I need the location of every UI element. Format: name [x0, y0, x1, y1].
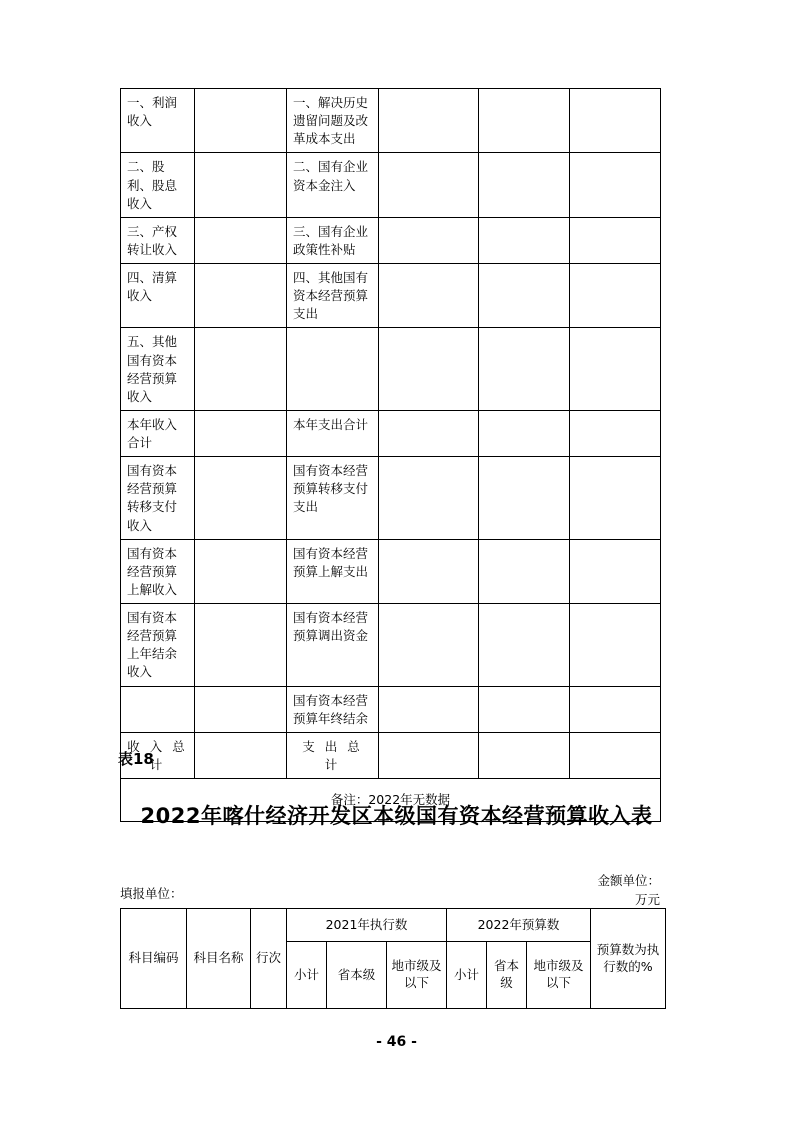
extra-cell-1: [479, 457, 570, 540]
extra-cell-1: [479, 264, 570, 328]
income-item-value: [195, 264, 287, 328]
extra-cell-2: [570, 153, 661, 217]
table-body: [121, 89, 661, 822]
income-item-value: [195, 89, 287, 153]
income-item-label: 国有资本经营预算上解收入: [121, 539, 195, 603]
income-item-label: 一、利润收入: [121, 89, 195, 153]
column-group-header-2022: 2022年预算数: [447, 909, 591, 942]
extra-cell-1: [479, 604, 570, 687]
extra-cell-2: [570, 264, 661, 328]
expense-item-label: [287, 328, 379, 411]
income-item-value: [195, 686, 287, 732]
extra-cell-1: [479, 217, 570, 263]
column-header-city-2022: 地市级及以下: [527, 942, 591, 1009]
table-row: [121, 604, 661, 687]
table-row: [121, 457, 661, 540]
extra-cell-1: [479, 89, 570, 153]
income-item-label: 四、清算收入: [121, 264, 195, 328]
income-item-label: 二、股利、股息收入: [121, 153, 195, 217]
income-total-label: 收 入 总 计: [121, 732, 195, 778]
table-head-body: [121, 909, 666, 1009]
extra-cell-2: [570, 328, 661, 411]
expense-total-value: [379, 732, 479, 778]
extra-cell-2: [570, 732, 661, 778]
expense-item-label: 三、国有企业政策性补贴: [287, 217, 379, 263]
amount-unit-block: [597, 872, 660, 910]
table-row: [121, 686, 661, 732]
expense-item-label: 国有资本经营预算转移支付支出: [287, 457, 379, 540]
income-item-value: [195, 153, 287, 217]
extra-cell-1: [479, 539, 570, 603]
table-row: [121, 410, 661, 456]
expense-item-label: 二、国有企业资本金注入: [287, 153, 379, 217]
extra-cell-2: [570, 410, 661, 456]
table-row: [121, 328, 661, 411]
amount-unit-line-2: 万元: [634, 891, 660, 907]
expense-item-label: 国有资本经营预算年终结余: [287, 686, 379, 732]
expense-item-value: [379, 686, 479, 732]
table-total-row: [121, 732, 661, 778]
table-note: 备注：2022年无数据: [121, 779, 661, 822]
expense-item-value: [379, 457, 479, 540]
page-title: 2022年喀什经济开发区本级国有资本经营预算收入表: [140, 804, 653, 828]
income-item-label: 国有资本经营预算转移支付收入: [121, 457, 195, 540]
column-header-percent: 预算数为执行数的%: [591, 909, 666, 1009]
income-item-label: 五、其他国有资本经营预算收入: [121, 328, 195, 411]
extra-cell-1: [479, 410, 570, 456]
expense-item-label: 国有资本经营预算上解支出: [287, 539, 379, 603]
expense-total-label: 支 出 总 计: [287, 732, 379, 778]
column-header-subtotal-2022: 小计: [447, 942, 487, 1009]
table-row: [121, 89, 661, 153]
expense-item-label: 一、解决历史遗留问题及改革成本支出: [287, 89, 379, 153]
column-header-province-2022: 省本级: [487, 942, 527, 1009]
expense-item-value: [379, 217, 479, 263]
extra-cell-1: [479, 153, 570, 217]
income-item-value: [195, 217, 287, 263]
expense-item-label: 本年支出合计: [287, 410, 379, 456]
filler-unit-label: 填报单位：: [120, 886, 183, 901]
expense-item-value: [379, 153, 479, 217]
extra-cell-1: [479, 686, 570, 732]
extra-cell-2: [570, 89, 661, 153]
expense-item-label: 四、其他国有资本经营预算支出: [287, 264, 379, 328]
income-item-value: [195, 604, 287, 687]
table-row: [121, 217, 661, 263]
budget-income-table: [120, 908, 666, 1009]
amount-unit-line-1: 金额单位：: [597, 873, 660, 888]
column-group-header-2021: 2021年执行数: [287, 909, 447, 942]
column-header-name: 科目名称: [187, 909, 251, 1009]
extra-cell-2: [570, 686, 661, 732]
expense-item-value: [379, 89, 479, 153]
extra-cell-1: [479, 732, 570, 778]
table-row: [121, 264, 661, 328]
extra-cell-2: [570, 604, 661, 687]
extra-cell-1: [479, 328, 570, 411]
column-header-line: 行次: [251, 909, 287, 1009]
extra-cell-2: [570, 457, 661, 540]
income-item-label: 本年收入合计: [121, 410, 195, 456]
expense-item-label: 国有资本经营预算调出资金: [287, 604, 379, 687]
expense-item-value: [379, 410, 479, 456]
table-header-row-group: [121, 909, 666, 942]
sheet-label: 表18: [118, 750, 154, 768]
extra-cell-2: [570, 217, 661, 263]
income-item-label: 三、产权转让收入: [121, 217, 195, 263]
income-item-value: [195, 457, 287, 540]
column-header-subtotal-2021: 小计: [287, 942, 327, 1009]
income-item-value: [195, 539, 287, 603]
column-header-code: 科目编码: [121, 909, 187, 1009]
income-total-value: [195, 732, 287, 778]
extra-cell-2: [570, 539, 661, 603]
state-capital-budget-continued-table: [120, 88, 661, 822]
income-item-label: [121, 686, 195, 732]
column-header-province-2021: 省本级: [327, 942, 387, 1009]
income-item-value: [195, 410, 287, 456]
income-item-label: 国有资本经营预算上年结余收入: [121, 604, 195, 687]
table-row: [121, 539, 661, 603]
table-row: [121, 153, 661, 217]
expense-item-value: [379, 328, 479, 411]
income-item-value: [195, 328, 287, 411]
expense-item-value: [379, 539, 479, 603]
page-number: - 46 -: [376, 1034, 417, 1050]
expense-item-value: [379, 604, 479, 687]
column-header-city-2021: 地市级及以下: [387, 942, 447, 1009]
expense-item-value: [379, 264, 479, 328]
